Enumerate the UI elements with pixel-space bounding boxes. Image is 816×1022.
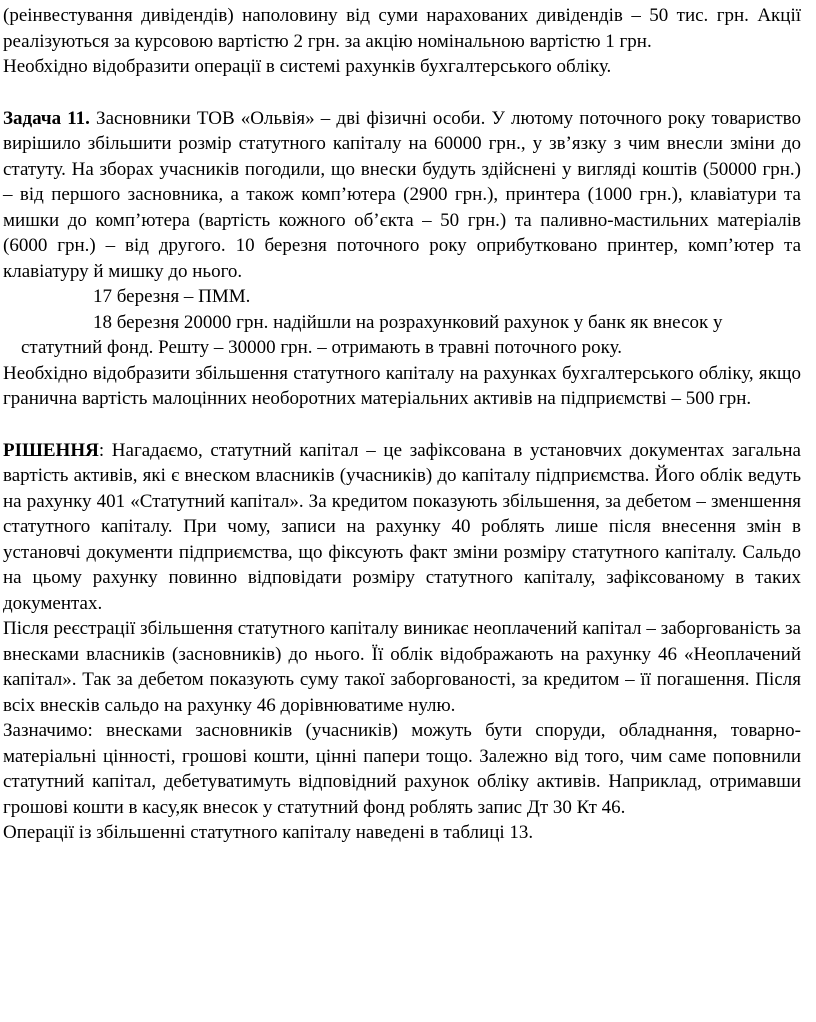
spacer: [3, 80, 801, 106]
task-11-paragraph: [3, 106, 801, 285]
task-11-body: Засновники ТОВ «Ольвія» – дві фізичні особи. У лютому поточного року товариство вирішило збільшити розмір статутного капіталу на 60000 грн., у зв’язку з чим внесли зміни до статуту. На зборах учасників погодили, що внески будуть здійснені у вигляді коштів (50000 грн.) – від першого засновника, а також комп’ютера (2900 грн.), принтера (1000 грн.), клавіатури та мишки до комп’ютера (вартість кожного об’єкта – 50 грн.) та паливно-мастильних матеріалів (6000 грн.) – від другого. 10 березня поточного року оприбутковано принтер, комп’ютер та клавіатуру й мишку до нього.: [3, 107, 801, 282]
intro-paragraph: (реінвестування дивідендів) наполовину від суми нарахованих дивідендів – 50 тис. грн. Акції реалізуються за курсовою вартістю 2 грн. за акцію номінальною вартістю 1 грн.: [3, 5, 801, 52]
solution-colon: :: [98, 439, 105, 461]
solution-label: РІШЕННЯ: [3, 439, 99, 461]
intro-instruction: Необхідно відобразити операції в системі рахунків бухгалтерського обліку.: [3, 56, 612, 77]
task-11-event-18: 18 березня 20000 грн. надійшли на розрахунковий рахунок у банк як внесок у статутний фонд. Решту – 30000 грн. – отримають в травні поточного року.: [21, 311, 723, 358]
solution-paragraph-3: Зазначимо: внесками засновників (учасників) можуть бути споруди, обладнання, товарно-матеріальні цінності, грошові кошти, цінні папери тощо. Залежно від того, чим саме поповнили статутний капітал, дебетуватимуть відповідний рахунок обліку активів. Наприклад, отримавши грошові кошти в касу,як внесок у статутний фонд роблять запис Дт 30 Кт 46.: [3, 720, 801, 818]
task-11-heading: Задача 11.: [3, 107, 90, 129]
task-11-event-17: 17 березня – ПММ.: [93, 286, 251, 307]
solution-paragraph-2: Після реєстрації збільшення статутного капіталу виникає неоплачений капітал – заборгованість за внесками власників (засновників) до нього. Її облік відображають на рахунку 46 «Неоплачений капітал». Так за дебетом показують суму такої заборгованості, за кредитом – її погашення. Після всіх внесків сальдо на рахунку 46 дорівнюватиме нулю.: [3, 618, 801, 716]
solution-paragraph-1: [3, 438, 801, 617]
spacer: [3, 412, 801, 438]
solution-paragraph-4: Операції із збільшенні статутного капіталу наведені в таблиці 13.: [3, 822, 534, 843]
solution-text-1: Нагадаємо, статутний капітал – це зафіксована в установчих документах загальна вартість активів, які є внеском власників (учасників) до капіталу підприємства. Його облік ведуть на рахунку 401 «Статутний капітал». За кредитом показують збільшення, за дебетом – зменшення статутного капіталу. При чому, записи на рахунку 40 роблять лише після внесення змін в установчі документи підприємства, що фіксують факт зміни розміру статутного капіталу. Сальдо на цьому рахунку повинно відповідати розміру статутного капіталу, зафіксованому в таких документах.: [3, 439, 801, 614]
task-11-requirement: Необхідно відобразити збільшення статутного капіталу на рахунках бухгалтерського обліку, якщо гранична вартість малоцінних необоротних матеріальних активів на підприємстві – 500 грн.: [3, 362, 801, 409]
